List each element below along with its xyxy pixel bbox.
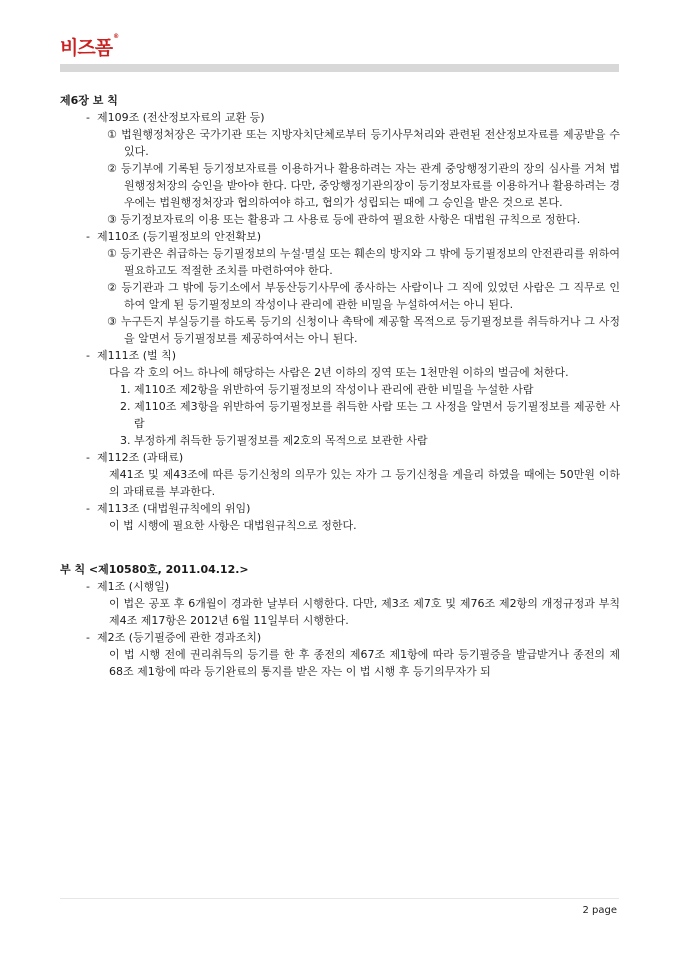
article-title: 제113조 (대법원규칙에의 위임) [97, 502, 251, 515]
article-paragraph: ③ 등기정보자료의 이용 또는 활용과 그 사용료 등에 관하여 필요한 사항은 대법원 규칙으로 정한다. [107, 213, 581, 226]
chapter-heading: 제6장 보 칙 [60, 94, 118, 107]
numbered-item: 3. 부정하게 취득한 등기필정보를 제2호의 목적으로 보관한 사람 [120, 434, 428, 447]
bizform-logo: 비즈폼® [60, 33, 119, 59]
article-title: 제1조 (시행일) [97, 580, 170, 593]
header-bar [60, 64, 619, 72]
article-111: - 제111조 (벌 칙) [60, 347, 620, 364]
article-109: - 제109조 (전산정보자료의 교환 등) [60, 109, 620, 126]
addenda-article-1: - 제1조 (시행일) [60, 578, 620, 595]
article-title: 제110조 (등기필정보의 안전확보) [97, 230, 262, 243]
addenda-article-2: - 제2조 (등기필증에 관한 경과조치) [60, 629, 620, 646]
article-body: 이 법 시행 전에 권리취득의 등기를 한 후 종전의 제67조 제1항에 따라 등기필증을 발급받거나 종전의 제68조 제1항에 따라 등기완료의 통지를 받은 자는 이 법 시행 후 등기의무자가 되 [109, 648, 620, 678]
footer-divider [60, 898, 619, 899]
article-paragraph: ② 등기부에 기록된 등기정보자료를 이용하거나 활용하려는 자는 관계 중앙행정기관의 장의 심사를 거쳐 법원행정처장의 승인을 받아야 한다. 다만, 중앙행정기관의장이 등기정보자료를 이용하거나 활용하려는 경우에는 법원행정처장과 협의하여야 하고, 협의가 성립되는 때에 그 승인을 받은 것으로 본다. [107, 162, 620, 209]
document-body [60, 92, 620, 680]
article-113: - 제113조 (대법원규칙에의 위임) [60, 500, 620, 517]
article-paragraph: ① 법원행정처장은 국가기관 또는 지방자치단체로부터 등기사무처리와 관련된 전산정보자료를 제공받을 수 있다. [107, 128, 620, 158]
article-title: 제109조 (전산정보자료의 교환 등) [97, 111, 265, 124]
article-body: 제41조 및 제43조에 따른 등기신청의 의무가 있는 자가 그 등기신청을 게을리 하였을 때에는 50만원 이하의 과태료를 부과한다. [109, 468, 620, 498]
article-112: - 제112조 (과태료) [60, 449, 620, 466]
article-body: 이 법은 공포 후 6개월이 경과한 날부터 시행한다. 다만, 제3조 제7호 및 제76조 제2항의 개정규정과 부칙 제4조 제17항은 2012년 6월 11일부터 시행한다. [109, 597, 620, 627]
article-110: - 제110조 (등기필정보의 안전확보) [60, 228, 620, 245]
article-title: 제112조 (과태료) [97, 451, 184, 464]
article-paragraph: ① 등기관은 취급하는 등기필정보의 누설·멸실 또는 훼손의 방지와 그 밖에 등기필정보의 안전관리를 위하여 필요하고도 적절한 조치를 마련하여야 한다. [107, 247, 620, 277]
article-paragraph: ② 등기관과 그 밖에 등기소에서 부동산등기사무에 종사하는 사람이나 그 직에 있었던 사람은 그 직무로 인하여 알게 된 등기필정보의 작성이나 관리에 관한 비밀을 누설하여서는 아니 된다. [107, 281, 620, 311]
article-title: 제2조 (등기필증에 관한 경과조치) [97, 631, 262, 644]
page-number: 2 page [582, 905, 617, 916]
article-body: 이 법 시행에 필요한 사항은 대법원규칙으로 정한다. [109, 519, 357, 532]
numbered-item: 2. 제110조 제3항을 위반하여 등기필정보를 취득한 사람 또는 그 사정을 알면서 등기필정보를 제공한 사람 [120, 400, 620, 430]
article-body: 다음 각 호의 어느 하나에 해당하는 사람은 2년 이하의 징역 또는 1천만원 이하의 벌금에 처한다. [109, 366, 569, 379]
article-paragraph: ③ 누구든지 부실등기를 하도록 등기의 신청이나 촉탁에 제공할 목적으로 등기필정보를 취득하거나 그 사정을 알면서 등기필정보를 제공하여서는 아니 된다. [107, 315, 620, 345]
addenda-heading: 부 칙 <제10580호, 2011.04.12.> [60, 563, 249, 576]
numbered-item: 1. 제110조 제2항을 위반하여 등기필정보의 작성이나 관리에 관한 비밀을 누설한 사람 [120, 383, 534, 396]
article-title: 제111조 (벌 칙) [97, 349, 177, 362]
